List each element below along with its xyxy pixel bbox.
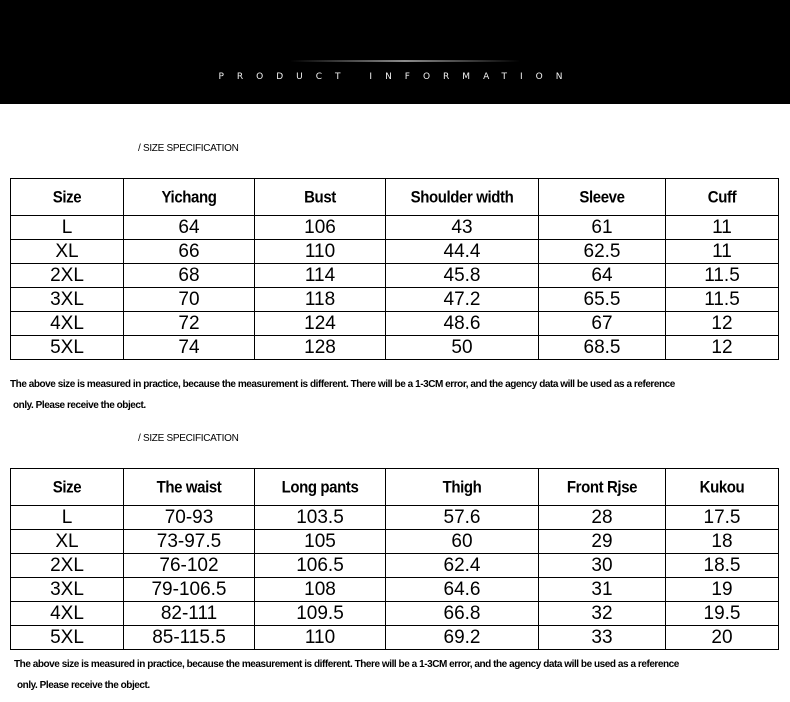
table-cell: 45.8 [386, 264, 539, 288]
table-cell: 73-97.5 [124, 530, 255, 554]
table-cell: 19.5 [666, 602, 779, 626]
table-cell: 62.4 [386, 554, 539, 578]
table-cell: 124 [255, 312, 386, 336]
table-cell: 3XL [11, 578, 124, 602]
table-cell: 74 [124, 336, 255, 360]
table-cell: 43 [386, 216, 539, 240]
table-cell: 114 [255, 264, 386, 288]
table-cell: 79-106.5 [124, 578, 255, 602]
table-cell: 2XL [11, 554, 124, 578]
table-cell: 47.2 [386, 288, 539, 312]
column-header-bust: Bust [255, 177, 386, 217]
header-light-streak [290, 60, 520, 62]
table-cell: 33 [539, 626, 666, 650]
table-header-row [11, 469, 779, 506]
table-cell: 30 [539, 554, 666, 578]
column-header-cuff: Cuff [666, 177, 779, 217]
table-cell: 105 [255, 530, 386, 554]
tops-size-table [10, 178, 779, 360]
table-cell: 12 [666, 312, 779, 336]
table-row [11, 506, 779, 530]
table-cell: 76-102 [124, 554, 255, 578]
note-line: only. Please receive the object. [13, 400, 146, 411]
table-row [11, 216, 779, 240]
table-cell: 20 [666, 626, 779, 650]
table-cell: L [11, 506, 124, 530]
pants-section-label: / SIZE SPECIFICATION [138, 433, 239, 444]
table-cell: 44.4 [386, 240, 539, 264]
pants-size-table [10, 468, 779, 650]
table-row [11, 240, 779, 264]
table-cell: 70 [124, 288, 255, 312]
table-cell: 67 [539, 312, 666, 336]
table-row [11, 578, 779, 602]
table-cell: 11.5 [666, 288, 779, 312]
tops-measurement-note [10, 374, 785, 416]
column-header-shoulder-width: Shoulder width [386, 177, 539, 217]
table-header-row [11, 179, 779, 216]
table-cell: 62.5 [539, 240, 666, 264]
table-cell: 48.6 [386, 312, 539, 336]
table-cell: 18 [666, 530, 779, 554]
table-row [11, 602, 779, 626]
table-cell: 64 [124, 216, 255, 240]
table-row [11, 626, 779, 650]
table-cell: 106.5 [255, 554, 386, 578]
table-cell: XL [11, 530, 124, 554]
table-row [11, 530, 779, 554]
page-title: PRODUCT INFORMATION [218, 72, 576, 82]
table-cell: 28 [539, 506, 666, 530]
table-cell: 19 [666, 578, 779, 602]
table-cell: 5XL [11, 336, 124, 360]
table-cell: 109.5 [255, 602, 386, 626]
column-header-waist: The waist [124, 467, 255, 507]
table-row [11, 288, 779, 312]
table-cell: 11 [666, 240, 779, 264]
table-cell: 110 [255, 240, 386, 264]
table-cell: 31 [539, 578, 666, 602]
table-cell: 11 [666, 216, 779, 240]
table-cell: 66 [124, 240, 255, 264]
table-cell: 82-111 [124, 602, 255, 626]
table-cell: 57.6 [386, 506, 539, 530]
table-cell: 4XL [11, 312, 124, 336]
table-cell: 2XL [11, 264, 124, 288]
table-cell: 64.6 [386, 578, 539, 602]
column-header-size: Size [11, 467, 124, 507]
pants-measurement-note [14, 654, 789, 696]
table-cell: 118 [255, 288, 386, 312]
table-cell: 18.5 [666, 554, 779, 578]
table-cell: 5XL [11, 626, 124, 650]
table-cell: 68 [124, 264, 255, 288]
column-header-size: Size [11, 177, 124, 217]
table-cell: 110 [255, 626, 386, 650]
table-cell: 103.5 [255, 506, 386, 530]
column-header-thigh: Thigh [386, 467, 539, 507]
table-cell: 128 [255, 336, 386, 360]
table-cell: 85-115.5 [124, 626, 255, 650]
table-cell: 11.5 [666, 264, 779, 288]
table-cell: 50 [386, 336, 539, 360]
table-cell: 12 [666, 336, 779, 360]
table-cell: 29 [539, 530, 666, 554]
table-cell: 4XL [11, 602, 124, 626]
table-row [11, 336, 779, 360]
table-cell: XL [11, 240, 124, 264]
column-header-front-rise: Front Rjse [539, 467, 666, 507]
table-cell: 68.5 [539, 336, 666, 360]
note-line: The above size is measured in practice, because the measurement is different. There will be a 1-3CM error, and the agency data will be used as a reference [14, 659, 679, 670]
table-cell: 61 [539, 216, 666, 240]
table-cell: 66.8 [386, 602, 539, 626]
tops-section-label: / SIZE SPECIFICATION [138, 143, 239, 154]
table-cell: 3XL [11, 288, 124, 312]
note-line: only. Please receive the object. [17, 680, 150, 691]
table-cell: 72 [124, 312, 255, 336]
table-cell: 65.5 [539, 288, 666, 312]
column-header-long-pants: Long pants [255, 467, 386, 507]
header-banner [0, 0, 790, 104]
table-row [11, 554, 779, 578]
table-cell: L [11, 216, 124, 240]
table-cell: 17.5 [666, 506, 779, 530]
column-header-yichang: Yichang [124, 177, 255, 217]
column-header-kukou: Kukou [666, 467, 779, 507]
table-cell: 106 [255, 216, 386, 240]
table-cell: 108 [255, 578, 386, 602]
table-cell: 70-93 [124, 506, 255, 530]
table-cell: 60 [386, 530, 539, 554]
table-cell: 64 [539, 264, 666, 288]
table-cell: 32 [539, 602, 666, 626]
table-cell: 69.2 [386, 626, 539, 650]
table-row [11, 264, 779, 288]
table-row [11, 312, 779, 336]
column-header-sleeve: Sleeve [539, 177, 666, 217]
note-line: The above size is measured in practice, because the measurement is different. There will be a 1-3CM error, and the agency data will be used as a reference [10, 379, 675, 390]
